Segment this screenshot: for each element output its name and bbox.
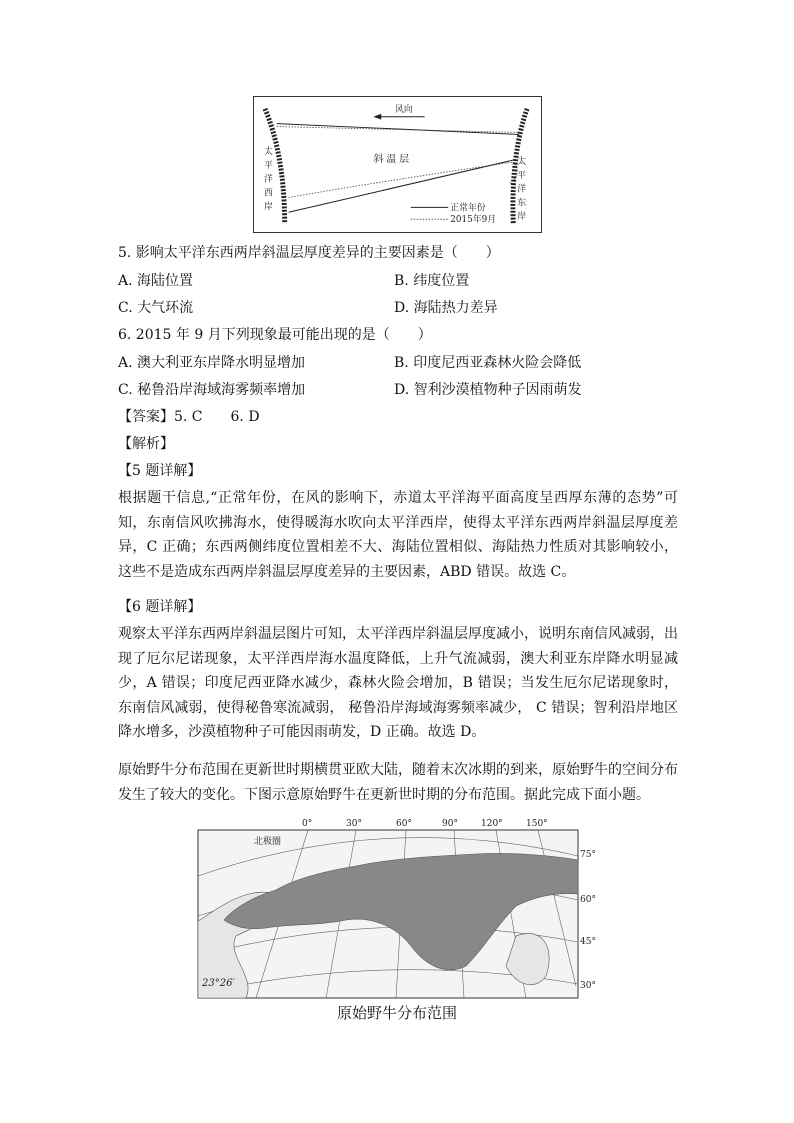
map-caption: 原始野牛分布范围 <box>336 1004 457 1022</box>
svg-text:太: 太 <box>517 157 527 168</box>
q5-option-c: C. 大气环流 <box>118 300 194 316</box>
q5-stem: 5. 影响太平洋东西两岸斜温层厚度差异的主要因素是（ ） <box>118 245 500 261</box>
lat-label-75: 75° <box>580 850 596 860</box>
svg-text:平: 平 <box>263 160 273 171</box>
q6-option-b: B. 印度尼西亚森林火险会降低 <box>394 355 582 371</box>
q5-detail-text: 根据题干信息,“正常年份，在风的影响下，赤道太平洋海平面高度呈西厚东薄的态势”可知，东南信风吹拂海水，使得暖海水吹向太平洋西岸，使得太平洋东西两岸斜温层厚度差异，C 正确；东西两侧纬度位置相差不大、海陆位置相似、海陆热力性质对其影响较小，这些不是造成东西两岸斜温层厚度差异的主要因素，ABD 错误。故选 C。 <box>118 490 678 580</box>
lon-label-0: 0° <box>302 819 313 829</box>
q6-detail-label: 【6 题详解】 <box>118 599 202 615</box>
2015-surface-line <box>277 127 519 133</box>
lat-label-30: 30° <box>580 981 596 991</box>
normal-surface-line <box>277 124 519 135</box>
q5-detail-label: 【5 题详解】 <box>118 463 202 479</box>
svg-text:岸: 岸 <box>517 212 527 223</box>
q5-option-b: B. 纬度位置 <box>394 273 470 289</box>
svg-text:岸: 岸 <box>263 202 273 213</box>
q6-option-c: C. 秘鲁沿岸海域海雾频率增加 <box>118 382 306 398</box>
svg-text:东: 东 <box>517 198 527 209</box>
lon-label-60: 60° <box>396 819 412 829</box>
answer-line: 【答案】5. C 6. D <box>118 409 260 425</box>
east-coast-label <box>517 155 526 222</box>
svg-text:洋: 洋 <box>517 184 527 195</box>
svg-text:太: 太 <box>263 147 273 158</box>
lon-label-120: 120° <box>481 819 503 829</box>
q6-option-d: D. 智利沙漠植物种子因雨萌发 <box>394 382 582 398</box>
wind-label: 风向 <box>395 104 413 115</box>
q6-detail-text: 观察太平洋东西两岸斜温层图片可知，太平洋西岸斜温层厚度减小，说明东南信风减弱，出现了厄尔尼诺现象，太平洋西岸海水温度降低，上升气流减弱，澳大利亚东岸降水明显减少，A 错误；印度尼西亚降水减少，森林火险会增加，B 错误；当发生厄尔尼诺现象时，东南信风减弱，使得秘鲁寒流减弱， 秘鲁沿岸海域海雾频率减少， C 错误；智利沿岸地区降水增多，沙漠植物种子可能因雨萌发，D 正确。故选 D。 <box>118 626 678 740</box>
lat-label-60: 60° <box>580 895 596 905</box>
q6-option-a: A. 澳大利亚东岸降水明显增加 <box>118 355 306 371</box>
lon-label-150: 150° <box>526 819 548 829</box>
tropic-label: 23°26′ <box>202 978 235 989</box>
svg-text:平: 平 <box>517 170 527 181</box>
arctic-circle-label: 北极圈 <box>254 837 282 847</box>
legend-normal: 正常年份 <box>450 203 486 214</box>
svg-text:洋: 洋 <box>263 174 273 185</box>
lat-label-45: 45° <box>580 937 596 947</box>
bison-distribution-map <box>196 816 596 1001</box>
legend-2015: 2015年9月 <box>450 215 497 226</box>
west-coast-label <box>264 145 273 212</box>
thermocline-diagram <box>253 96 542 233</box>
lon-label-30: 30° <box>346 819 362 829</box>
q6-stem: 6. 2015 年 9 月下列现象最可能出现的是（ ） <box>118 327 432 343</box>
lon-label-90: 90° <box>442 819 458 829</box>
analysis-label: 【解析】 <box>118 436 174 452</box>
q5-option-a: A. 海陆位置 <box>118 273 194 289</box>
svg-text:西: 西 <box>263 188 273 199</box>
intro-paragraph: 原始野牛分布范围在更新世时期横贯亚欧大陆，随着末次冰期的到来，原始野牛的空间分布发生了较大的变化。下图示意原始野牛在更新世时期的分布范围。据此完成下面小题。 <box>118 762 678 803</box>
thermocline-label: 斜 温 层 <box>373 154 410 166</box>
q5-option-d: D. 海陆热力差异 <box>394 300 498 316</box>
